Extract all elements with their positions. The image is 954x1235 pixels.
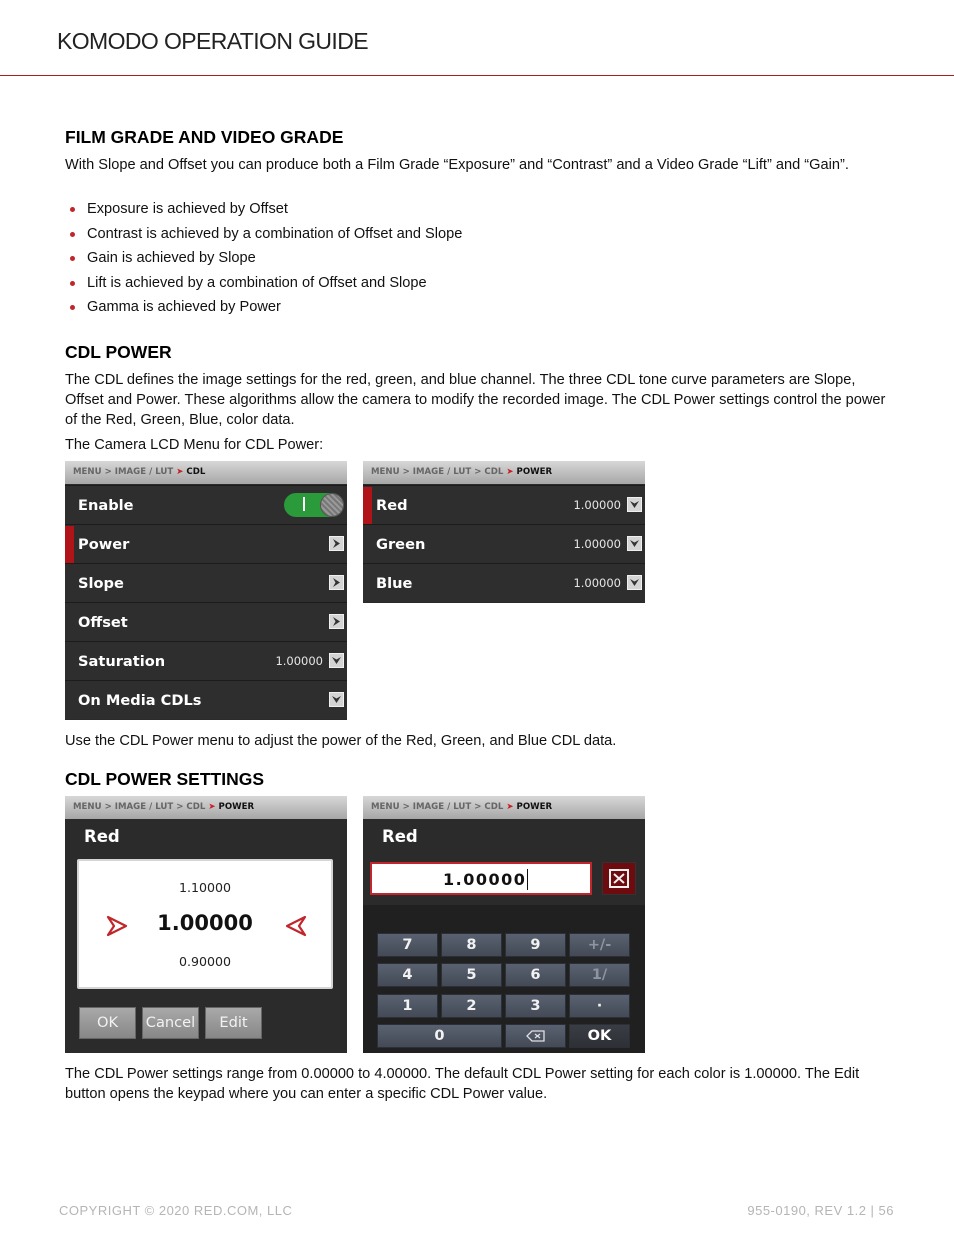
breadcrumb: MENU > IMAGE / LUT > CDL ➤ POWER: [363, 461, 645, 484]
list-item: Gain is achieved by Slope: [65, 248, 462, 273]
menu-item-slope[interactable]: Slope: [65, 563, 347, 602]
ok-button[interactable]: OK: [79, 1007, 136, 1039]
numeric-keypad: [363, 905, 645, 1053]
footer-copyright: COPYRIGHT © 2020 RED.COM, LLC: [59, 1203, 293, 1218]
value-current: 1.00000: [157, 911, 253, 935]
breadcrumb: MENU > IMAGE / LUT > CDL ➤ POWER: [65, 796, 347, 819]
key-8[interactable]: 8: [441, 933, 502, 957]
arrow-left-icon: [285, 915, 307, 937]
list-item: Lift is achieved by a combination of Offset and Slope: [65, 273, 462, 298]
film-grade-intro: With Slope and Offset you can produce both a Film Grade “Exposure” and “Contrast” and a Video Grade “Lift” and “Gain”.: [65, 157, 849, 173]
key-reciprocal[interactable]: 1/: [569, 963, 630, 987]
bullet-icon: [70, 207, 75, 212]
list-item: Exposure is achieved by Offset: [65, 199, 462, 224]
chevron-down-icon: [627, 497, 642, 512]
backspace-icon: [526, 1030, 546, 1042]
close-icon: [603, 863, 635, 894]
document-title: KOMODO OPERATION GUIDE: [57, 28, 368, 54]
picker-title: Red: [84, 827, 120, 846]
bullet-icon: [70, 281, 75, 286]
cdl-menu-screenshot: [65, 461, 347, 720]
menu-item-power[interactable]: Power: [65, 524, 347, 563]
chevron-down-icon: [329, 653, 344, 668]
key-5[interactable]: 5: [441, 963, 502, 987]
chevron-down-icon: [627, 575, 642, 590]
value-picker[interactable]: [77, 859, 333, 989]
key-0[interactable]: 0: [377, 1024, 502, 1048]
key-4[interactable]: 4: [377, 963, 438, 987]
key-3[interactable]: 3: [505, 994, 566, 1018]
chevron-down-icon: [627, 536, 642, 551]
list-item: Gamma is achieved by Power: [65, 297, 462, 322]
menu-item-saturation[interactable]: Saturation 1.00000: [65, 641, 347, 680]
key-7[interactable]: 7: [377, 933, 438, 957]
bullet-icon: [70, 232, 75, 237]
value-above: 1.10000: [178, 880, 232, 895]
chevron-down-icon: [329, 692, 344, 707]
keypad-title: Red: [382, 827, 418, 846]
footer-doc-ref: 955-0190, REV 1.2 | 56: [747, 1203, 894, 1218]
menu-item-on-media-cdls[interactable]: On Media CDLs: [65, 680, 347, 719]
cdl-menu-caption: The Camera LCD Menu for CDL Power:: [65, 437, 324, 453]
title-rule: [0, 75, 954, 76]
cancel-button[interactable]: Cancel: [142, 1007, 199, 1039]
arrow-right-icon: [106, 915, 128, 937]
red-picker-screenshot: [65, 796, 347, 1053]
key-plus-minus[interactable]: +/-: [569, 933, 630, 957]
menu-item-offset[interactable]: Offset: [65, 602, 347, 641]
key-6[interactable]: 6: [505, 963, 566, 987]
backspace-button[interactable]: [505, 1024, 566, 1048]
clear-button[interactable]: [602, 862, 636, 895]
value-below: 0.90000: [178, 954, 232, 969]
red-keypad-screenshot: [363, 796, 645, 1053]
chevron-right-icon: [329, 614, 344, 629]
cdl-power-body: The CDL defines the image settings for the red, green, and blue channel. The three CDL tone curve parameters are Slope, Offset and Power. These algorithms allow the camera to modify the recorded image. The CDL Power settings control the power of the Red, Green, Blue, color data.: [65, 372, 886, 428]
bullet-icon: [70, 256, 75, 261]
bullet-icon: [70, 305, 75, 310]
heading-film-grade: FILM GRADE AND VIDEO GRADE: [65, 127, 344, 147]
key-2[interactable]: 2: [441, 994, 502, 1018]
breadcrumb: MENU > IMAGE / LUT ➤ CDL: [65, 461, 347, 484]
keypad-ok-button[interactable]: OK: [569, 1024, 630, 1048]
chevron-right-icon: [329, 575, 344, 590]
cdl-power-settings-body: The CDL Power settings range from 0.00000 to 4.00000. The default CDL Power setting for each color is 1.00000. The Edit button opens the keypad where you can enter a specific CDL Power value.: [65, 1066, 860, 1102]
selection-indicator: [363, 487, 372, 525]
key-1[interactable]: 1: [377, 994, 438, 1018]
selection-indicator: [65, 526, 74, 564]
value-input[interactable]: 1.00000: [370, 862, 592, 895]
key-decimal[interactable]: ·: [569, 994, 630, 1018]
edit-button[interactable]: Edit: [205, 1007, 262, 1039]
key-9[interactable]: 9: [505, 933, 566, 957]
chevron-right-icon: [329, 536, 344, 551]
list-item: Contrast is achieved by a combination of Offset and Slope: [65, 224, 462, 249]
power-menu-screenshot: [363, 461, 645, 603]
enable-toggle[interactable]: [284, 493, 344, 517]
menu-item-red[interactable]: Red 1.00000: [363, 485, 645, 524]
breadcrumb: MENU > IMAGE / LUT > CDL ➤ POWER: [363, 796, 645, 819]
heading-cdl-power: CDL POWER: [65, 342, 172, 362]
film-grade-bullet-list: [65, 199, 462, 322]
heading-cdl-power-settings: CDL POWER SETTINGS: [65, 769, 264, 789]
menu-item-blue[interactable]: Blue 1.00000: [363, 563, 645, 602]
cdl-power-after-text: Use the CDL Power menu to adjust the power of the Red, Green, and Blue CDL data.: [65, 733, 617, 749]
menu-item-green[interactable]: Green 1.00000: [363, 524, 645, 563]
menu-item-enable[interactable]: Enable: [65, 485, 347, 524]
